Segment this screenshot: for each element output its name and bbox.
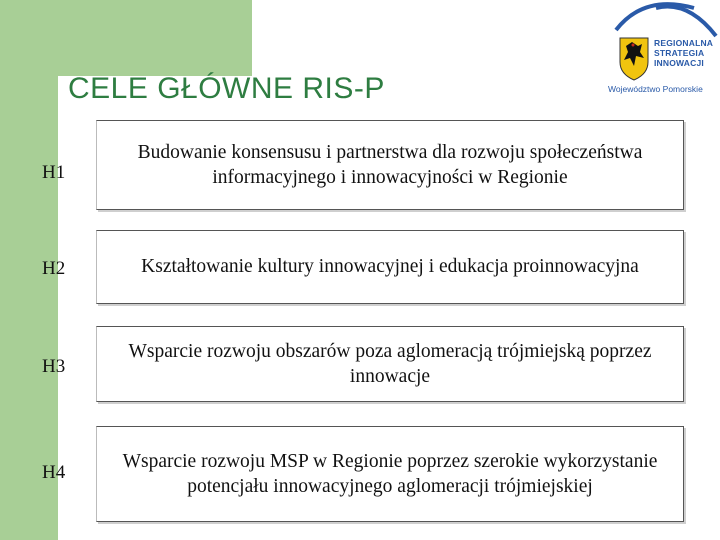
goal-text: Wsparcie rozwoju MSP w Regionie poprzez szerokie wykorzystanie potencjału innowacyjnego aglomeracji trójmiejskiej	[96, 426, 684, 522]
logo-region: Województwo Pomorskie	[608, 84, 703, 94]
goal-row-h3	[0, 320, 720, 404]
goal-text: Kształtowanie kultury innowacyjnej i edukacja proinnowacyjna	[96, 230, 684, 304]
goal-text: Wsparcie rozwoju obszarów poza aglomeracją trójmiejską poprzez innowacje	[96, 326, 684, 402]
logo-line-2: STRATEGIA	[654, 48, 705, 58]
goal-code: H2	[42, 258, 66, 279]
ris-logo	[604, 0, 720, 100]
goal-code: H1	[42, 162, 66, 183]
goal-row-h2	[0, 224, 720, 306]
goal-code: H4	[42, 462, 66, 483]
page-title: CELE GŁÓWNE RIS-P	[68, 72, 385, 105]
goal-row-h1	[0, 114, 720, 212]
logo-line-3: INNOWACJI	[654, 58, 704, 68]
goal-row-h4	[0, 418, 720, 522]
logo-line-1: REGIONALNA	[654, 38, 714, 48]
goal-text: Budowanie konsensusu i partnerstwa dla rozwoju społeczeństwa informacyjnego i innowacyjności w Regionie	[96, 120, 684, 210]
logo-text	[654, 38, 713, 68]
goal-code: H3	[42, 356, 66, 377]
